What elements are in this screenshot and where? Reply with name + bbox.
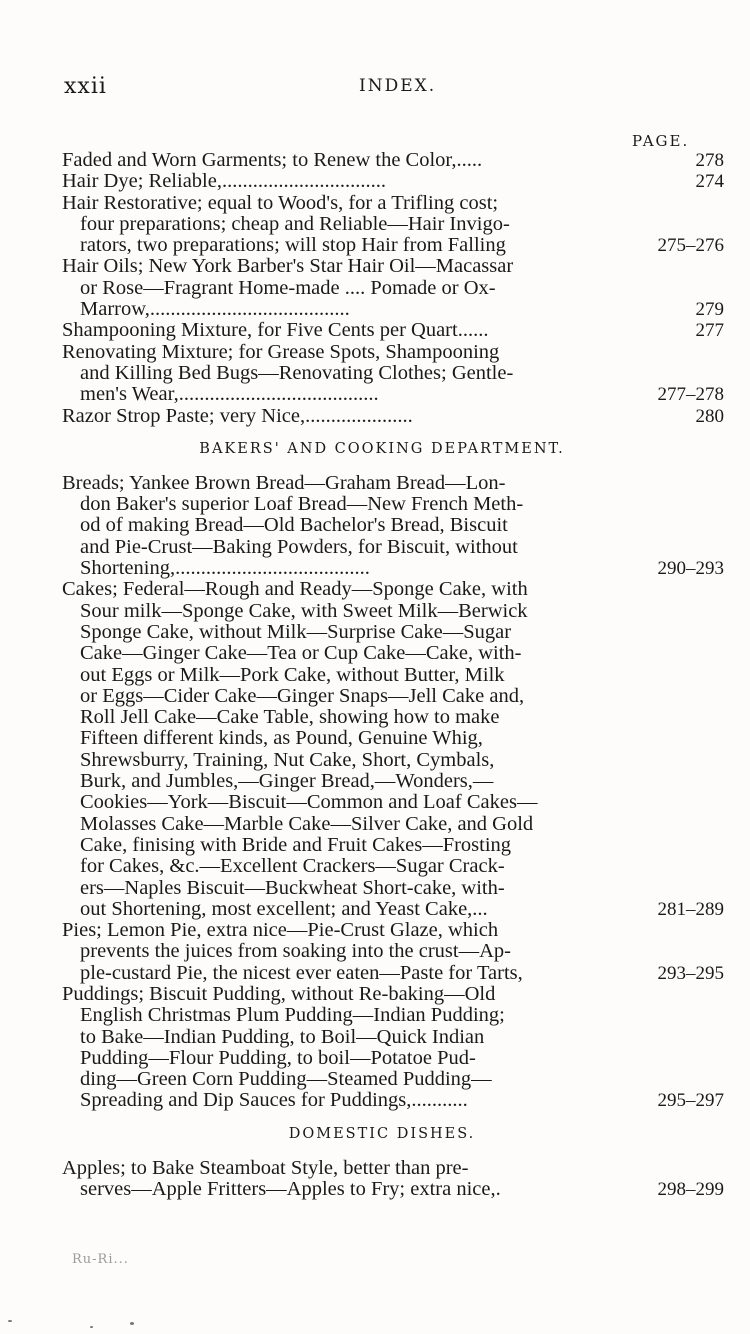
speck — [90, 1326, 93, 1328]
page-reference: 293–295 — [657, 962, 724, 984]
page-reference: 278 — [695, 150, 724, 171]
entry-line: Burk, and Jumbles,—Ginger Bread,—Wonders,— — [80, 771, 494, 793]
entry-line: and Pie-Crust—Baking Powders, for Biscuit, without — [80, 536, 518, 558]
entry-line: Shrewsburry, Training, Nut Cake, Short, Cymbals, — [80, 749, 495, 771]
entry-line: Shampooning Mixture, for Five Cents per Quart...... — [62, 320, 489, 342]
page-header — [64, 74, 704, 104]
entry-line: ple-custard Pie, the nicest ever eaten—Paste for Tarts, — [80, 962, 523, 984]
entry-line: men's Wear,....................................... — [80, 384, 379, 406]
speck — [130, 1322, 134, 1325]
print-specks — [0, 1300, 750, 1330]
entry-line: Pudding—Flour Pudding, to boil—Potatoe Pud- — [80, 1047, 476, 1069]
entry-line: Roll Jell Cake—Cake Table, showing how to make — [80, 707, 500, 729]
entry-line: out Eggs or Milk—Pork Cake, without Butter, Milk — [80, 664, 505, 686]
index-entry — [62, 256, 730, 320]
entry-line: Pies; Lemon Pie, extra nice—Pie-Crust Glaze, which — [62, 920, 499, 942]
entry-line: Fifteen different kinds, as Pound, Genuine Whig, — [80, 728, 483, 750]
page-reference: 275–276 — [657, 235, 724, 257]
index-entries — [62, 150, 730, 1200]
entry-line: Spreading and Dip Sauces for Puddings,........... — [80, 1090, 468, 1112]
entry-line: Cookies—York—Biscuit—Common and Loaf Cakes— — [80, 792, 538, 814]
index-entry — [62, 579, 730, 920]
index-entry — [62, 406, 730, 427]
entry-line: Sponge Cake, without Milk—Surprise Cake—Sugar — [80, 621, 512, 643]
page-reference: 295–297 — [657, 1090, 724, 1112]
entry-line: out Shortening, most excellent; and Yeast Cake,... — [80, 898, 488, 920]
entry-line: four preparations; cheap and Reliable—Hair Invigo- — [80, 213, 510, 235]
index-entry — [62, 984, 730, 1112]
entry-line: Shortening,...................................... — [80, 558, 370, 580]
page-title: INDEX. — [359, 76, 437, 96]
page-reference: 277–278 — [657, 384, 724, 406]
entry-line: English Christmas Plum Pudding—Indian Pudding; — [80, 1005, 505, 1027]
index-entry — [62, 171, 730, 192]
page-reference: 279 — [695, 299, 724, 321]
entry-line: Razor Strop Paste; very Nice,..................... — [62, 405, 413, 427]
page-column-label: PAGE. — [632, 132, 690, 150]
index-entry — [62, 150, 730, 171]
entry-line: prevents the juices from soaking into the crust—Ap- — [80, 941, 511, 963]
section-heading: DOMESTIC DISHES. — [288, 1125, 476, 1142]
page-reference: 274 — [695, 171, 724, 193]
entry-line: serves—Apple Fritters—Apples to Fry; extra nice,. — [80, 1179, 501, 1201]
page-reference: 281–289 — [657, 898, 724, 920]
entry-line: Cake, finising with Bride and Fruit Cakes—Frosting — [80, 834, 512, 856]
smudged-fragment: Ru-Ri... — [72, 1252, 129, 1267]
entry-line: or Eggs—Cider Cake—Ginger Snaps—Jell Cake and, — [80, 685, 525, 707]
entry-line: Hair Oils; New York Barber's Star Hair Oil—Macassar — [62, 256, 514, 278]
entry-line: to Bake—Indian Pudding, to Boil—Quick Indian — [80, 1026, 485, 1048]
speck — [8, 1320, 12, 1322]
entry-line: ding—Green Corn Pudding—Steamed Pudding— — [80, 1069, 492, 1091]
index-entry — [62, 320, 730, 341]
index-entry — [62, 193, 730, 257]
index-entry — [62, 473, 730, 579]
page-reference: 298–299 — [657, 1179, 724, 1201]
entry-line: Cake—Ginger Cake—Tea or Cup Cake—Cake, with- — [80, 643, 522, 665]
index-entry — [62, 920, 730, 984]
index-entry — [62, 1158, 730, 1201]
entry-line: Cakes; Federal—Rough and Ready—Sponge Cake, with — [62, 579, 528, 601]
entry-line: Sour milk—Sponge Cake, with Sweet Milk—Berwick — [80, 600, 528, 622]
index-entry — [62, 342, 730, 406]
entry-line: don Baker's superior Loaf Bread—New French Meth- — [80, 494, 524, 516]
entry-line: Hair Restorative; equal to Wood's, for a Trifling cost; — [62, 192, 499, 214]
entry-line: rators, two preparations; will stop Hair from Falling — [80, 235, 506, 257]
entry-line: Hair Dye; Reliable,................................ — [62, 171, 386, 193]
entry-line: od of making Bread—Old Bachelor's Bread, Biscuit — [80, 515, 508, 537]
entry-line: for Cakes, &c.—Excellent Crackers—Sugar Crack- — [80, 856, 505, 878]
entry-line: or Rose—Fragrant Home-made .... Pomade or Ox- — [80, 277, 496, 299]
entry-line: Marrow,....................................... — [80, 299, 350, 321]
entry-line: Faded and Worn Garments; to Renew the Color,..... — [62, 150, 483, 171]
entry-line: Molasses Cake—Marble Cake—Silver Cake, and Gold — [80, 813, 534, 835]
entry-line: Puddings; Biscuit Pudding, without Re-baking—Old — [62, 983, 496, 1005]
section-heading: BAKERS' AND COOKING DEPARTMENT. — [199, 440, 565, 457]
page-number: xxii — [64, 74, 107, 99]
page-reference: 280 — [695, 405, 724, 427]
page-reference: 290–293 — [657, 558, 724, 580]
page-reference: 277 — [695, 320, 724, 342]
entry-line: Renovating Mixture; for Grease Spots, Shampooning — [62, 341, 500, 363]
entry-line: and Killing Bed Bugs—Renovating Clothes; Gentle- — [80, 362, 514, 384]
entry-line: Apples; to Bake Steamboat Style, better than pre- — [62, 1157, 469, 1179]
entry-line: ers—Naples Biscuit—Buckwheat Short-cake, with- — [80, 877, 505, 899]
entry-line: Breads; Yankee Brown Bread—Graham Bread—Lon- — [62, 472, 506, 494]
